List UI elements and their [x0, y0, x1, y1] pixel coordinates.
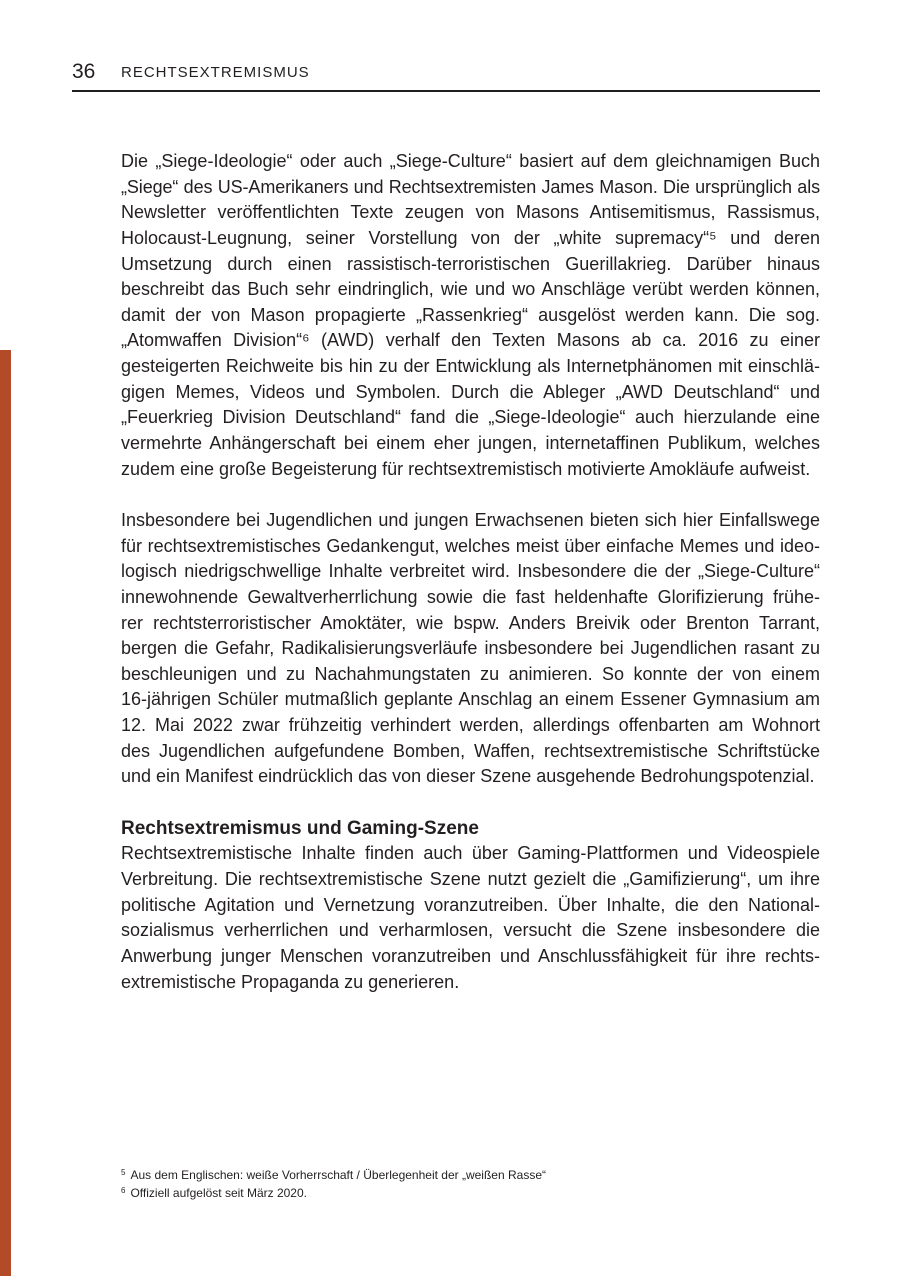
paragraph-line: bergen die Gefahr, Radikalisierungsverläufe insbesondere bei Jugendlichen rasant zu — [121, 638, 820, 659]
paragraph-line: vermehrte Anhängerschaft bei einem eher jungen, internetaffinen Publikum, welches — [121, 433, 820, 454]
paragraph-line: Umsetzung durch einen rassistisch-terroristischen Guerillakrieg. Darüber hinaus — [121, 253, 820, 274]
paragraph-line: Verbreitung. Die rechtsextremistische Szene nutzt gezielt die „Gamifizierung“, um ihre — [121, 868, 820, 889]
paragraph-line: politische Agitation und Vernetzung voranzutreiben. Über Inhalte, die den National- — [121, 894, 820, 915]
paragraph-line: für rechtsextremistisches Gedankengut, welches meist über einfache Memes und ideo- — [121, 535, 820, 556]
paragraph-line: damit der von Mason propagierte „Rassenkrieg“ ausgelöst werden kann. Die sog. — [121, 304, 820, 325]
header-rule — [72, 90, 820, 92]
paragraph-line: Newsletter veröffentlichten Texte zeugen von Masons Antisemitismus, Rassismus, — [121, 202, 820, 223]
paragraph-line: sozialismus verherrlichen und verharmlosen, versucht die Szene insbesondere die — [121, 920, 820, 941]
paragraph-line: gigen Memes, Videos und Symbolen. Durch die Ableger „AWD Deutschland“ und — [121, 381, 820, 402]
running-title: RECHTSEXTREMISMUS — [121, 64, 310, 81]
paragraph-line: Rechtsextremistische Inhalte finden auch über Gaming-Plattformen und Videospiele — [121, 843, 820, 864]
paragraph-line: „Siege“ des US-Amerikaners und Rechtsextremisten James Mason. Die ursprünglich als — [121, 176, 820, 197]
paragraph-line: gesteigerten Reichweite bis hin zu der Entwicklung als Internetphänomen mit einschlä- — [121, 356, 820, 377]
paragraph-line: extremistische Propaganda zu generieren. — [121, 971, 460, 992]
page-number: 36 — [72, 60, 96, 83]
paragraph-line: „Atomwaffen Division“⁶ (AWD) verhalf den Texten Masons ab ca. 2016 zu einer — [121, 330, 820, 351]
footnote — [121, 1184, 820, 1202]
footnote-text: Offiziell aufgelöst seit März 2020. — [130, 1186, 307, 1200]
paragraph-2 — [121, 508, 820, 790]
footnotes — [121, 1166, 820, 1202]
paragraph-line: Anwerbung junger Menschen voranzutreiben und Anschlussfähigkeit für ihre rechts- — [121, 945, 820, 966]
paragraph-line: Holocaust-Leugnung, seiner Vorstellung von der „white supremacy“⁵ und deren — [121, 227, 820, 248]
body-text — [121, 149, 820, 995]
paragraph-1 — [121, 149, 820, 482]
paragraph-line: beschleunigen und zu Nachahmungstaten zu animieren. So konnte der von einem — [121, 663, 820, 684]
paragraph-line: und ein Manifest eindrücklich das von dieser Szene ausgehende Bedrohungspotenzial. — [121, 766, 815, 787]
paragraph-line: „Feuerkrieg Division Deutschland“ fand die „Siege-Ideologie“ auch hierzulande eine — [121, 407, 820, 428]
paragraph-line: innewohnende Gewaltverherrlichung sowie die fast heldenhafte Glorifizierung frühe- — [121, 586, 820, 607]
paragraph-3 — [121, 841, 820, 995]
paragraph-line: des Jugendlichen aufgefundene Bomben, Waffen, rechtsextremistische Schriftstücke — [121, 740, 820, 761]
paragraph-line: 12. Mai 2022 zwar frühzeitig verhindert werden, allerdings offenbarten am Wohnort — [121, 715, 820, 736]
footnote-marker: 5 — [121, 1168, 126, 1177]
paragraph-line: rer rechtsterroristischer Amoktäter, wie bspw. Anders Breivik oder Brenton Tarrant, — [121, 612, 820, 633]
paragraph-line: logisch niedrigschwellige Inhalte verbreitet wird. Insbesondere die der „Siege-Culture“ — [121, 561, 820, 582]
accent-side-bar — [0, 350, 11, 1276]
paragraph-line: Die „Siege-Ideologie“ oder auch „Siege-Culture“ basiert auf dem gleichnamigen Buch — [121, 151, 820, 171]
footnote-text: Aus dem Englischen: weiße Vorherrschaft / Überlegenheit der „weißen Rasse“ — [130, 1168, 546, 1182]
paragraph-line: Insbesondere bei Jugendlichen und jungen Erwachsenen bieten sich hier Einfallswege — [121, 509, 820, 530]
footnote — [121, 1166, 820, 1184]
paragraph-line: 16-jährigen Schüler mutmaßlich geplante Anschlag an einem Essener Gymnasium am — [121, 689, 820, 710]
footnote-marker: 6 — [121, 1186, 126, 1195]
section-heading: Rechtsextremismus und Gaming-Szene — [121, 817, 479, 839]
paragraph-line: beschreibt das Buch sehr eindringlich, wie und wo Anschläge verübt werden können, — [121, 279, 820, 300]
paragraph-line: zudem eine große Begeisterung für rechtsextremistisch motivierte Amokläufe aufweist. — [121, 458, 811, 479]
